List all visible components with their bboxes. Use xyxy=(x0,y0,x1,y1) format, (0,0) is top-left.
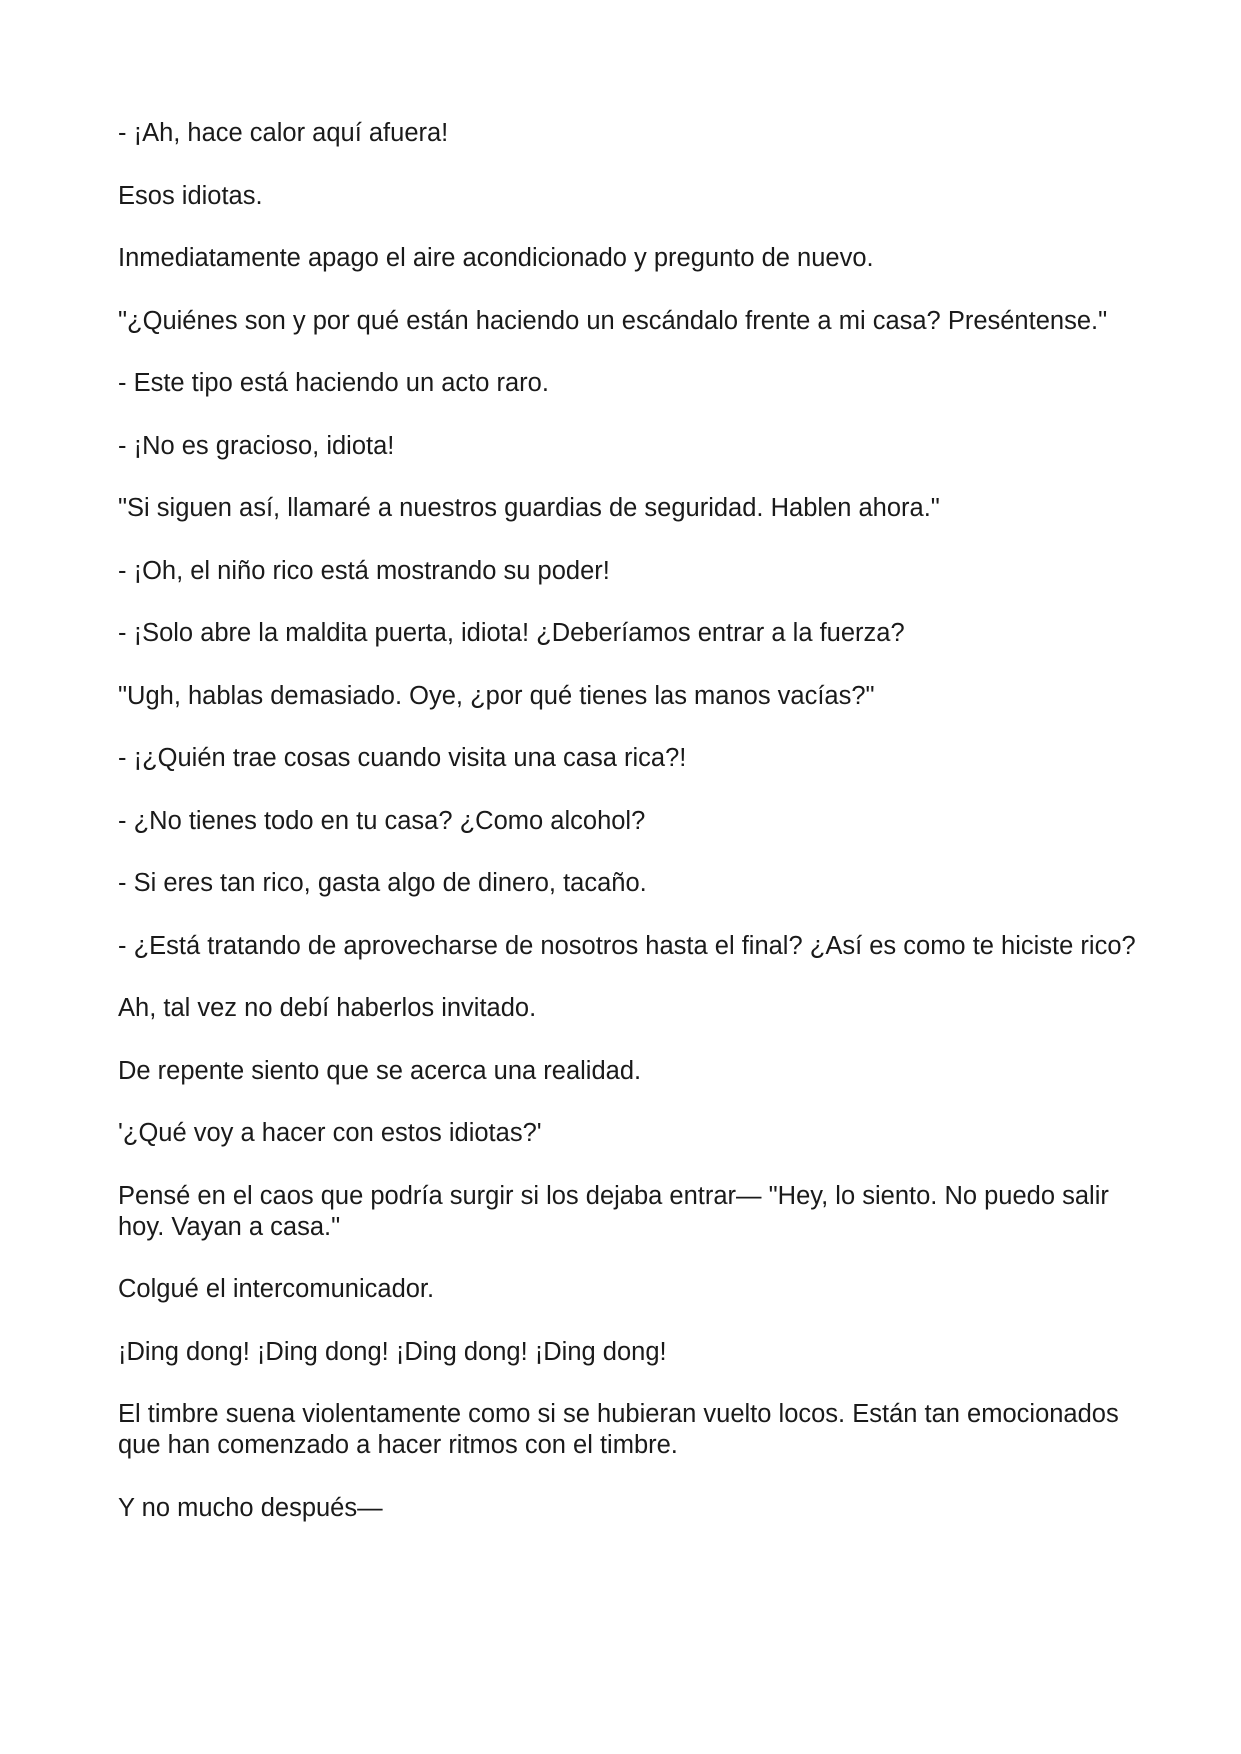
paragraph: Pensé en el caos que podría surgir si los dejaba entrar— "Hey, lo siento. No puedo salir hoy. Vayan a casa." xyxy=(118,1181,1109,1241)
paragraph: El timbre suena violentamente como si se hubieran vuelto locos. Están tan emocionados que han comenzado a hacer ritmos con el timbre. xyxy=(118,1400,1119,1459)
paragraph: - ¡No es gracioso, idiota! xyxy=(118,431,395,460)
paragraph: - ¡Solo abre la maldita puerta, idiota! ¿Deberíamos entrar a la fuerza? xyxy=(118,619,905,647)
document-body xyxy=(118,118,1138,1555)
paragraph: - ¡Ah, hace calor aquí afuera! xyxy=(118,119,449,147)
paragraph: - Si eres tan rico, gasta algo de dinero, tacaño. xyxy=(118,869,647,897)
paragraph: - ¿Está tratando de aprovecharse de nosotros hasta el final? ¿Así es como te hiciste rico? xyxy=(118,931,1136,960)
paragraph: Y no mucho después— xyxy=(118,1493,383,1522)
paragraph: - ¡Oh, el niño rico está mostrando su poder! xyxy=(118,556,610,585)
paragraph: De repente siento que se acerca una realidad. xyxy=(118,1056,642,1085)
paragraph: "Si siguen así, llamaré a nuestros guardias de seguridad. Hablen ahora." xyxy=(118,494,940,522)
paragraph: '¿Qué voy a hacer con estos idiotas?' xyxy=(118,1119,542,1147)
paragraph: - ¿No tienes todo en tu casa? ¿Como alcohol? xyxy=(118,806,646,835)
paragraph: "Ugh, hablas demasiado. Oye, ¿por qué tienes las manos vacías?" xyxy=(118,681,875,710)
paragraph: ¡Ding dong! ¡Ding dong! ¡Ding dong! ¡Ding dong! xyxy=(118,1337,667,1366)
paragraph: Inmediatamente apago el aire acondicionado y pregunto de nuevo. xyxy=(118,244,874,272)
paragraph: - ¡¿Quién trae cosas cuando visita una casa rica?! xyxy=(118,744,687,772)
paragraph: Ah, tal vez no debí haberlos invitado. xyxy=(118,994,537,1022)
paragraph: "¿Quiénes son y por qué están haciendo un escándalo frente a mi casa? Preséntense." xyxy=(118,306,1108,335)
paragraph: Esos idiotas. xyxy=(118,181,263,210)
paragraph: Colgué el intercomunicador. xyxy=(118,1275,435,1303)
paragraph: - Este tipo está haciendo un acto raro. xyxy=(118,369,549,397)
